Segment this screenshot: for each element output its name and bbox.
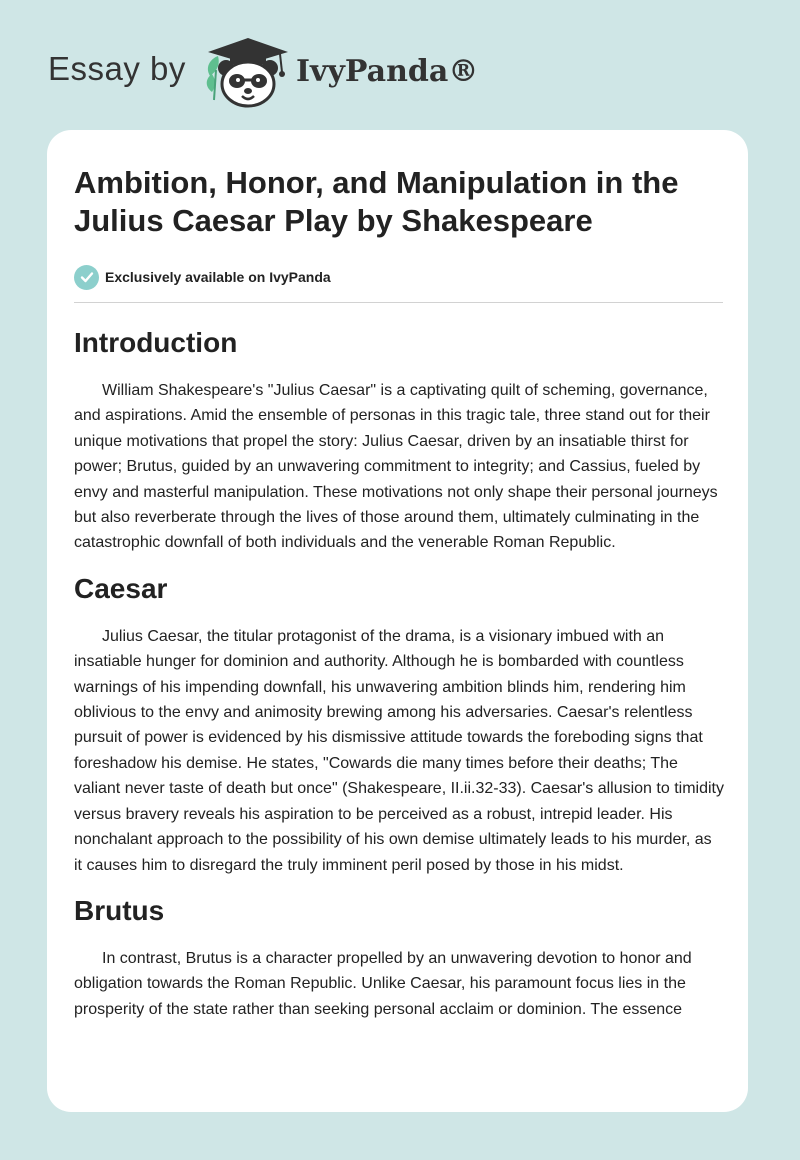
panda-graduate-icon (202, 36, 294, 108)
ivypanda-logo-text: IvyPanda® (296, 54, 479, 89)
section-heading: Caesar (74, 572, 168, 604)
section-heading: Introduction (74, 327, 238, 358)
section-brutus (74, 894, 724, 1022)
divider (74, 302, 723, 303)
section-caesar (74, 572, 724, 878)
essay-by-label: Essay by (48, 50, 186, 87)
essay-body (74, 326, 724, 1038)
exclusive-badge (74, 264, 331, 290)
section-paragraph: William Shakespeare's "Julius Caesar" is a captivating quilt of scheming, governance, and aspirations. Amid the ensemble of personas in this tragic tale, three stand out for their unique motivations that propel the story: Julius Caesar, driven by an insatiable thirst for power; Brutus, guided by an unwavering commitment to integrity; and Cassius, fueled by envy and masterful manipulation. These motivations not only shape their personal journeys but also reverberate through the lives of those around them, ultimately culminating in the catastrophic downfall of both individuals and the venerable Roman Republic. (74, 382, 718, 552)
essay-card (47, 130, 748, 1112)
section-paragraph: In contrast, Brutus is a character propelled by an unwavering devotion to honor and obligation towards the Roman Republic. Unlike Caesar, his paramount focus lies in the prosperity of the state rather than seeking personal acclaim or dominion. The essence (74, 949, 692, 1018)
section-paragraph: Julius Caesar, the titular protagonist of the drama, is a visionary imbued with an insatiable hunger for dominion and authority. Although he is bombarded with countless warnings of his impending downfall, his unwavering ambition blinds him, rendering him oblivious to the envy and animosity brewing among his adversaries. Caesar's relentless pursuit of power is evidenced by his dismissive attitude towards the foreboding signs that foreshadow his demise. He states, "Cowards die many times before their deaths; The valiant never taste of death but once" (Shakespeare, II.ii.32-33). Caesar's allusion to timidity versus bravery reveals his aspiration to be perceived as a robust, intrepid leader. His nonchalant approach to the possibility of his own demise ultimately leads to his murder, as it causes him to disregard the truly imminent peril posed by those in his midst. (74, 627, 724, 874)
site-header (0, 0, 800, 130)
exclusive-badge-label: Exclusively available on IvyPanda (105, 269, 331, 285)
check-circle-icon (74, 265, 99, 290)
section-heading: Brutus (74, 894, 165, 926)
section-introduction (74, 326, 724, 556)
essay-title: Ambition, Honor, and Manipulation in the Julius Caesar Play by Shakespeare (74, 165, 679, 238)
